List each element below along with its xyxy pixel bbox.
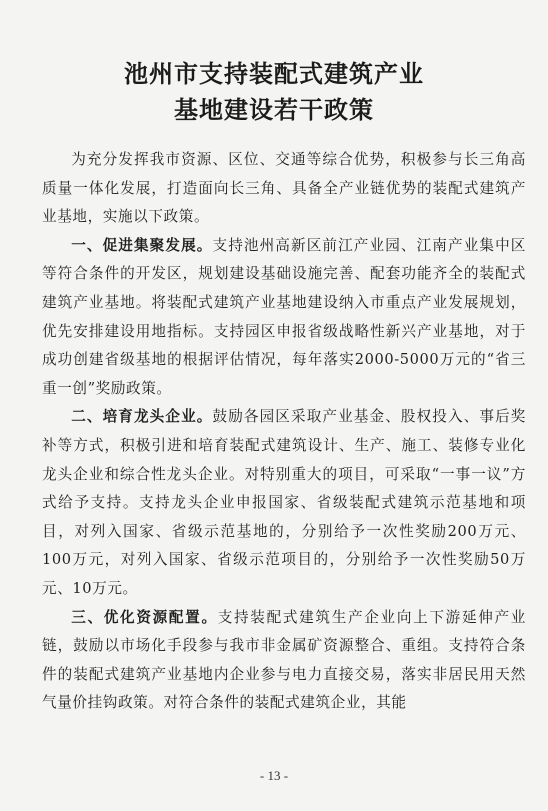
page-number: - 13 - — [259, 768, 289, 783]
section-heading: 一、促进集聚发展。 — [71, 236, 213, 254]
document-title-line-1: 池州市支持装配式建筑产业 — [124, 59, 424, 88]
paragraph-text: 为充分发挥我市资源、区位、交通等综合优势，积极参与长三角高质量一体化发展，打造面向长三角、具备全产业链优势的装配式建筑产业基地，实施以下政策。 — [42, 151, 526, 226]
paragraph-section-1 — [42, 232, 526, 404]
paragraph-intro — [42, 146, 526, 232]
document-body — [42, 146, 526, 718]
paragraph-text: 支持装配式建筑生产企业向上下游延伸产业链，鼓励以市场化手段参与我市非金属矿资源整合、重组。支持符合条件的装配式建筑产业基地内企业参与电力直接交易，落实非居民用天然气量价挂钩政策。对符合条件的装配式建筑企业，其能 — [42, 608, 527, 712]
document-title-line-2: 基地建设若干政策 — [174, 95, 374, 124]
paragraph-section-2 — [42, 403, 526, 603]
paragraph-section-3 — [42, 604, 526, 718]
section-heading: 三、优化资源配置。 — [71, 608, 218, 626]
paragraph-text: 支持池州高新区前江产业园、江南产业集中区等符合条件的开发区，规划建设基础设施完善、配套功能齐全的装配式建筑产业基地。将装配式建筑产业基地建设纳入市重点产业发展规划，优先安排建设用地指标。支持园区申报省级战略性新兴产业基地，对于成功创建省级基地的根据评估情况，每年落实2000-5000万元的“省三重一创”奖励政策。 — [42, 236, 526, 397]
section-heading: 二、培育龙头企业。 — [71, 408, 213, 426]
paragraph-text: 鼓励各园区采取产业基金、股权投入、事后奖补等方式，积极引进和培育装配式建筑设计、生产、施工、装修专业化龙头企业和综合性龙头企业。对特别重大的项目，可采取“一事一议”方式给予支持。支持龙头企业申报国家、省级装配式建筑示范基地和项目，对列入国家、省级示范基地的，分别给予一次性奖励200万元、100万元，对列入国家、省级示范项目的，分别给予一次性奖励50万元、10万元。 — [42, 408, 526, 597]
